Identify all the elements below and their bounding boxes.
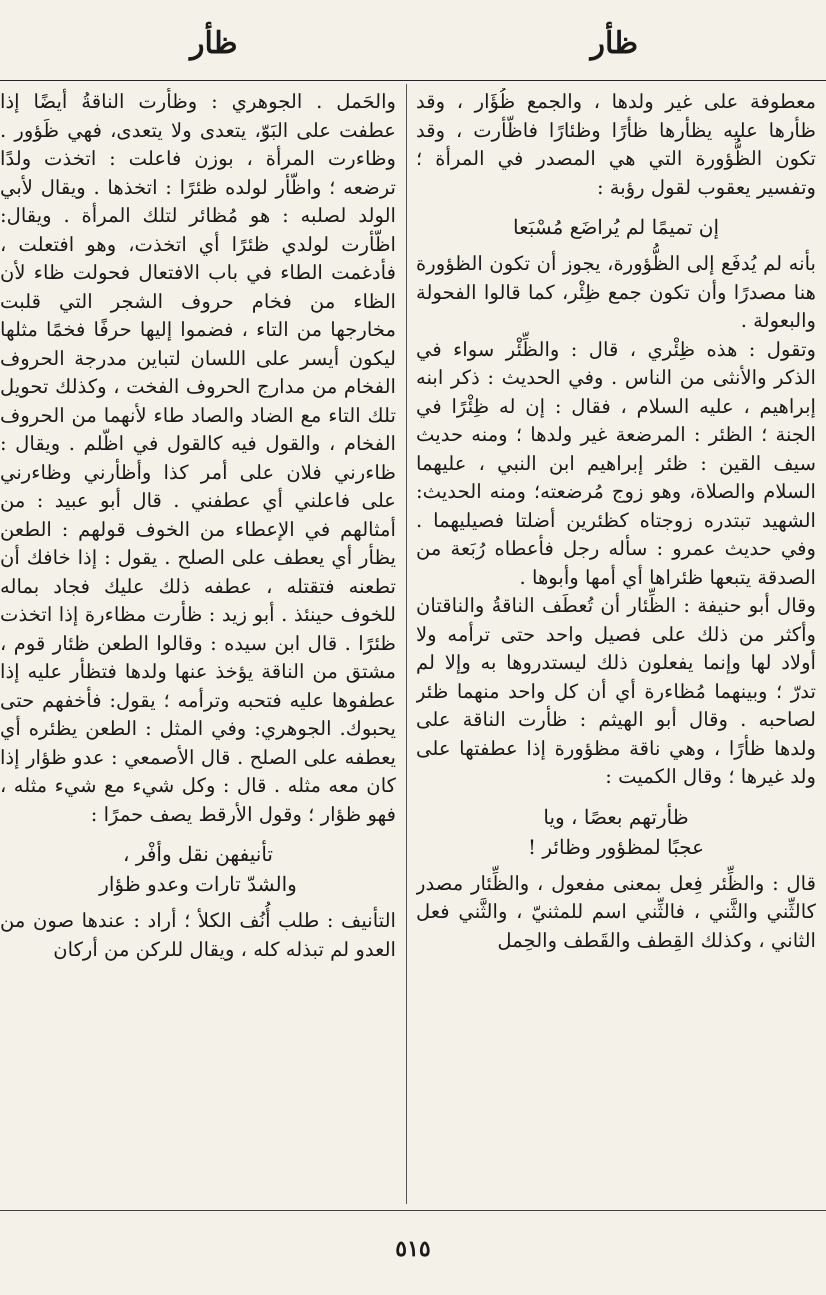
right-column	[416, 88, 816, 1206]
footer-rule	[0, 1210, 826, 1211]
paragraph: بأنه لم يُدفَع إلى الظُّؤورة، يجوز أن تكون الظؤورة هنا مصدرًا وأن تكون جمع ظِئْر، كما قالوا الفحولة والبعولة .	[416, 252, 816, 332]
running-head-right: ظأر	[590, 26, 638, 61]
verse	[416, 212, 816, 242]
running-head-left: ظأر	[190, 26, 238, 61]
paragraph: والحَمل . الجوهري : وظأرت الناقةُ أيضًا إذا عطفت على البَوّ، يتعدى ولا يتعدى، فهي ظَؤور . وظاءرت المرأة ، بوزن فاعلت : اتخذت ولدًا ترضعه ؛ واظّأر لولده ظئرًا : اتخذها . ويقال لأبي الولد لصلبه : هو مُظائر لتلك المرأة . ويقال: اظّأرت لولدي ظئرًا أي اتخذت، وهو افتعلت ، فأدغمت الطاء في باب الافتعال فحولت ظاء لأن الظاء من فخام حروف الشجر التي قلبت مخارجها من التاء ، فضموا إليها حرفًا فخمًا مثلها ليكون أيسر على اللسان لتباين مدرجة الحروف الفخام من مدارج الحروف الفخت ، وكذلك تحويل تلك التاء مع الضاد والصاد طاء لأنهما من الحروف الفخام ، والقول فيه كالقول في اظّلم . ويقال : ظاءرني فلان على أمر كذا وأظأرني وظاءرني على فاعلني أي عطفني . قال أبو عبيد : من أمثالهم في الإعطاء من الخوف قولهم : الطعن يظأر أي يعطف على الصلح . يقول : إذا خافك أن تطعنه فتقتله ، عطفه ذلك عليك فجاد بماله للخوف حينئذ . أبو زيد : ظأرت مظاءرة إذا اتخذت ظئرًا . قال ابن سيده : وقالوا الطعن ظئار قوم ، مشتق من الناقة يؤخذ عنها ولدها فتظأر عليه إذا عطفوها عليه فتحبه وترأمه ؛ يقول: فأخفهم حتى يحبوك. الجوهري: وفي المثل : الطعن يظئره أي يعطفه على الصلح . قال الأصمعي : عدو ظؤار إذا كان معه مثله . قال : وكل شيء مع شيء مثله ، فهو ظؤار ؛ وقول الأرقط يصف حمرًا :	[0, 90, 396, 826]
paragraph: وقال أبو حنيفة : الظِّئار أن تُعطَف الناقةُ والناقتان وأكثر من ذلك على فصيل واحد حتى ترأمه ولا أولاد لها وإنما يفعلون ذلك ليستدروها به وإلا لم تدرّ ؛ وبينهما مُظاءرة أي أن كل واحد منهما ظئر لصاحبه . وقال أبو الهيثم : ظأرت الناقة على ولدها ظأرًا ، وهي ناقة مظؤورة إذا عطفتها على ولد غيرها ؛ وقال الكميت :	[416, 594, 816, 788]
paragraph: معطوفة على غير ولدها ، والجمع ظُؤَار ، وقد ظأرها عليه يظأرها ظأرًا وظئارًا فاظّأرت ، وقد تكون الظُّؤورة التي هي المصدر في المرأة ؛ وتفسير يعقوب لقول رؤبة :	[416, 90, 816, 199]
verse-line: عجبًا لمظؤور وظائر !	[527, 834, 705, 859]
verse-line: والشدّ تارات وعدو ظؤار	[99, 872, 297, 896]
verse-line: تأنيفهن نقل وأفْر ،	[123, 842, 273, 866]
paragraph: التأنيف : طلب أُنُف الكلأ ؛ أراد : عندها صون من العدو لم تبذله كله ، ويقال للركن من أركان	[0, 909, 396, 961]
paragraph: قال : والظِّئر فِعل بمعنى مفعول ، والظِّئار مصدر كالثِّني والثَّني ، فالثِّني اسم للمثنيّ ، والثَّني فعل الثاني ، وكذلك القِطف والقَطف والحِمل	[416, 871, 816, 952]
page-number: ٥١٥	[395, 1236, 431, 1262]
left-column	[0, 88, 396, 1206]
verse	[0, 839, 396, 899]
verse	[416, 802, 816, 862]
verse-line: ظأرتهم بعصًا ، ويا	[543, 804, 689, 829]
paragraph: وتقول : هذه ظِئْري ، قال : والظِّئْر سواء في الذكر والأنثى من الناس . وفي الحديث : ذكر ابنه إبراهيم ، عليه السلام ، فقال : إن له ظِئْرًا في الجنة ؛ الظئر : المرضعة غير ولدها ؛ ومنه حديث سيف القين : ظئر إبراهيم ابن النبي ، عليهما السلام والصلاة، وهو زوج مُرضعته؛ ومنه الحديث: الشهيد تبتدره زوجتاه كظئرين أضلتا فصيليهما . وفي حديث عمرو : سأله رجل فأعطاه رُبَعة من الصدقة يتبعها ظئراها أي أمها وأبوها .	[416, 337, 816, 589]
column-divider	[406, 84, 407, 1204]
header-rule	[0, 80, 826, 81]
verse-line: إن تميمًا لم يُراضَع مُسْبَعا	[512, 215, 719, 239]
